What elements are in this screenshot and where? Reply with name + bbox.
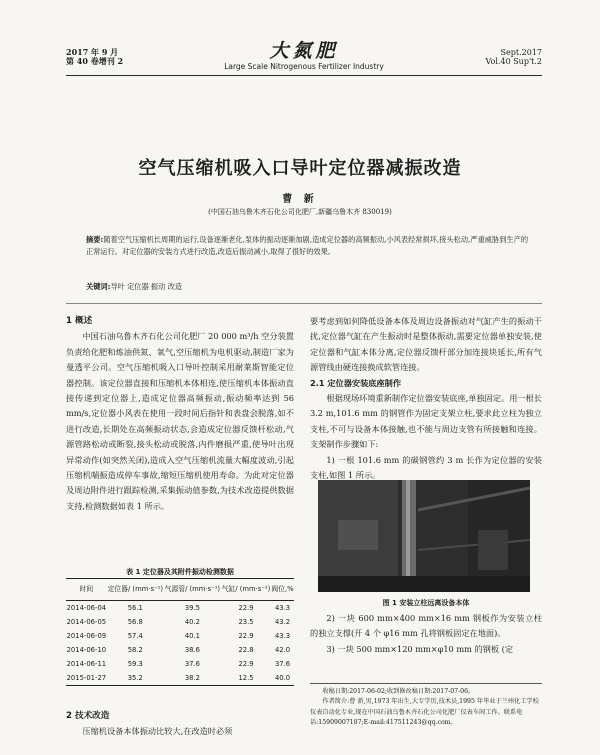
right-column-text-2: 根据现场环境重新制作定位器安装底座,单独固定。用一根长 3.2 m,101.6 mm 的钢管作为固定支架立柱,要求此立柱为独立支柱,不可与设备本体接触,也不能与周边支管有所接触和连接。支架制作步骤如下: (310, 393, 542, 450)
table-cell: 56.1 (127, 603, 143, 612)
journal-logo-block (66, 40, 542, 71)
author-affiliation: (中国石油乌鲁木齐石化公司化肥厂,新疆乌鲁木齐 830019) (208, 208, 392, 216)
vibration-data-table (66, 578, 294, 686)
right-column-text-1: 要考虑到如何降低设备本体及周边设备振动对气缸产生的振动干扰,定位器气缸在产生振动时是整体振动,需要定位器单独安装,使定位器和气缸本体分离,定位器反馈杆部分加连接块延长,所有气源管线由硬连接换成软管连接。 (310, 316, 542, 373)
table-cell: 2014-06-11 (66, 660, 107, 669)
right-column-text-3: 1) 一根 101.6 mm 的碳钢管约 3 m 长作为定位器的安装支柱,如图 1 所示。 (310, 454, 542, 481)
issue-volume-en: Vol.40 Sup't.2 (485, 57, 542, 66)
footnote (310, 683, 542, 729)
right-column-lower (310, 611, 542, 657)
section-2 (66, 709, 294, 739)
abstract-label: 摘要: (86, 235, 104, 244)
table-header-cell: 阀位,% (271, 585, 294, 593)
table-cell: 37.6 (184, 660, 200, 669)
section-1-heading: 1 概述 (66, 316, 93, 326)
issue-volume-cn: 第 40 卷增刊 2 (66, 56, 124, 66)
subsection-2-1-heading: 2.1 定位器安装底座制作 (310, 377, 402, 388)
table-caption: 表 1 定位器及其附件振动检测数据 (126, 568, 234, 576)
figure-1-caption: 图 1 安装立柱远离设备本体 (382, 599, 470, 607)
right-column-text-5: 3) 一块 500 mm×120 mm×φ10 mm 的钢板 (定 (326, 643, 514, 654)
journal-header (66, 36, 542, 76)
table-cell: 2014-06-04 (66, 603, 107, 612)
abstract (86, 234, 528, 257)
article-title: 空气压缩机吸入口导叶定位器减振改造 (138, 158, 462, 179)
table-cell: 38.6 (184, 646, 200, 655)
right-column-text-4: 2) 一块 600 mm×400 mm×16 mm 钢板作为安装立柱的独立支撑(开 4 个 φ16 mm 孔将钢板固定在地面)。 (310, 613, 542, 639)
keywords-label: 关键词: (86, 282, 111, 291)
table-cell: 42.0 (274, 646, 291, 655)
figure-1-image (318, 480, 530, 592)
journal-name-en: Large Scale Nitrogenous Fertilizer Industry (224, 62, 384, 71)
table-header-cell: 气缸/ (mm·s⁻¹) (221, 585, 271, 593)
right-column (310, 314, 542, 483)
footnote-author-bio: 作者简介:曹 新,男,1973 年出生,大专学历,技术员,1995 年毕业于兰州化工学校仪表自动化专业,现在中国石油乌鲁木齐石化公司化肥厂仪表车间工作。联系电话:15909007187;E-mail:417511243@qq.com。 (310, 698, 539, 727)
table-cell: 2014-06-10 (66, 646, 107, 655)
article-author: 曹 新 (282, 194, 318, 205)
section-2-heading: 2 技术改造 (66, 711, 110, 721)
keywords-text: 导叶 定位器 振动 改造 (110, 282, 182, 291)
table-cell: 38.2 (184, 674, 200, 683)
table-cell: 40.1 (184, 631, 200, 640)
table-cell: 2014-06-09 (66, 631, 107, 640)
figure-1-photo (318, 480, 530, 592)
table-cell: 40.0 (274, 674, 291, 683)
table-cell: 37.6 (274, 660, 291, 669)
table-row (66, 629, 294, 643)
table-cell: 39.5 (184, 603, 200, 612)
footnote-received: 收稿日期:2017-06-02;收到修改稿日期:2017-07-06。 (322, 688, 475, 695)
table-cell: 43.3 (274, 631, 291, 640)
table-cell: 58.2 (127, 646, 143, 655)
table-row (66, 615, 294, 629)
table-row (66, 657, 294, 671)
table-header-row (66, 579, 294, 601)
section-2-text: 压缩机设备本体振动比较大,在改造时必须 (82, 726, 233, 736)
section-1-text: 中国石油乌鲁木齐石化公司化肥厂 20 000 m³/h 空分装置负责给化肥和炼油供氮、氧气,空压缩机为电机驱动,制造厂家为曼透平公司。空气压缩机吸入口导叶控制采用耐莱斯智能定位器控制。该定位器直接和压缩机本体相连,使压缩机本体振动直接传递到定位器上,造成定位器高频振动,振动频率达到 56 mm/s,定位器小风表在使用一段时间后指针和表盘会脱落,如不进行改造,长期处在高频振动状态,会造成定位器反馈杆松动,气源管路松动或断裂,接头松动或脱落,内件磨损严重,使导叶出现异常动作(如突然关闭),造成入空气压缩机流量大幅度波动,引起压缩机喘振造成停车事故,缩短压缩机使用寿命。为此对定位器及周边附件进行跟踪检测,采集振动值参数,为技术改造提供数据支持,检测数据如表 1 所示。 (66, 331, 294, 511)
table-cell: 2014-06-05 (66, 617, 107, 626)
issue-date-en: Sept.2017 (500, 48, 542, 57)
table-cell: 22.8 (238, 646, 254, 655)
table-cell: 57.4 (127, 631, 143, 640)
abstract-divider (66, 303, 542, 304)
table-cell: 12.5 (238, 674, 254, 683)
table-cell: 35.2 (127, 674, 143, 683)
left-column (66, 314, 294, 514)
table-cell: 23.5 (238, 617, 254, 626)
table-cell: 43.3 (274, 603, 291, 612)
table-cell: 2015-01-27 (66, 674, 107, 683)
table-header-cell: 时间 (79, 585, 94, 593)
table-cell: 22.9 (238, 603, 254, 612)
issue-date-cn: 2017 年 9 月 (66, 47, 119, 57)
table-cell: 43.2 (274, 617, 291, 626)
table-cell: 40.2 (184, 617, 200, 626)
table-cell: 56.8 (127, 617, 143, 626)
table-row (66, 671, 294, 685)
journal-logo: 大氮肥 (269, 40, 339, 62)
table-header-cell: 定位器/ (mm·s⁻¹) (107, 585, 163, 593)
table-cell: 59.3 (127, 660, 143, 669)
table-cell: 22.9 (238, 631, 254, 640)
table-cell: 22.9 (238, 660, 254, 669)
table-header-cell: 气源管/ (mm·s⁻¹) (164, 585, 221, 593)
abstract-text: 随着空气压缩机长周期的运行,设备逐渐老化,泵体的振动逐渐加剧,造成定位器的高频振动,小风表经常损坏,接头松动,严重威胁到生产的正常运行。对定位器的安装方式进行改造,改造后振动减小,取得了很好的效果。 (86, 235, 529, 256)
issue-info-en (486, 48, 542, 66)
keywords (86, 282, 528, 292)
table-row (66, 643, 294, 657)
table-row (66, 601, 294, 615)
